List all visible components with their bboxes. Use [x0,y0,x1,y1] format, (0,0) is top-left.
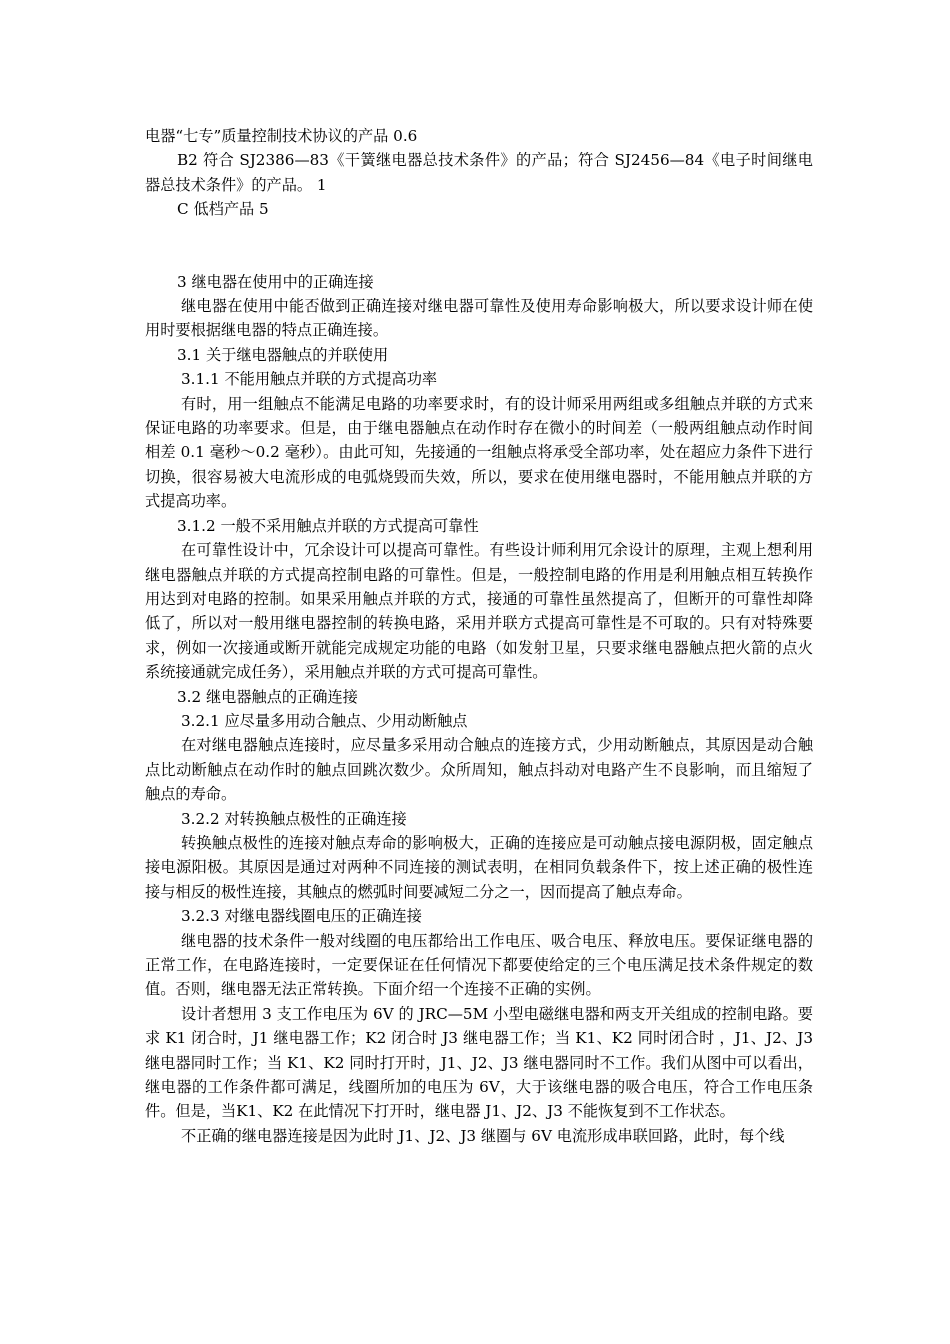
paragraph: 转换触点极性的连接对触点寿命的影响极大，正确的连接应是可动触点接电源阴极，固定触点接电源阳极。其原因是通过对两种不同连接的测试表明，在相同负载条件下，按上述正确的极性连接与相反的极性连接，其触点的燃弧时间要减短二分之一，因而提高了触点寿命。 [145,833,813,901]
section-heading: 3.1.2 一般不采用触点并联的方式提高可靠性 [177,516,479,535]
paragraph: 设计者想用 3 支工作电压为 6V 的 JRC—5M 小型电磁继电器和两支开关组成的控制电路。要求 K1 闭合时，J1 继电器工作；K2 闭合时 J3 继电器工作；当 K1、K2 同时闭合时 ，J1、J2、J3 继电器同时工作；当 K1、K2 同时打开时，J1、J2、J3 继电器同时不工作。我们从图中可以看出，继电器的工作条件都可满足，线圈所加的电压为 6V，大于该继电器的吸合电压，符合工作电压条件。但是，当K1、K2 在此情况下打开时，继电器 J1、J2、J3 不能恢复到不工作状态。 [145,1004,813,1121]
paragraph: 在可靠性设计中，冗余设计可以提高可靠性。有些设计师利用冗余设计的原理，主观上想利用继电器触点并联的方式提高控制电路的可靠性。但是，一般控制电路的作用是利用触点相互转换作用达到对电路的控制。如果采用触点并联的方式，接通的可靠性虽然提高了，但断开的可靠性却降低了，所以对一般用继电器控制的转换电路，采用并联方式提高可靠性是不可取的。只有对特殊要求，例如一次接通或断开就能完成规定功能的电路（如发射卫星，只要求继电器触点把火箭的点火系统接通就完成任务），采用触点并联的方式可提高可靠性。 [145,541,813,682]
paragraph: 有时，用一组触点不能满足电路的功率要求时，有的设计师采用两组或多组触点并联的方式来保证电路的功率要求。但是，由于继电器触点在动作时存在微小的时间差（一般两组触点动作时间相差 0.1 毫秒～0.2 毫秒）。由此可知，先接通的一组触点将承受全部功率，处在超应力条件下进行切换，很容易被大电流形成的电弧烧毁而失效，所以，要求在使用继电器时，不能用触点并联的方式提高功率。 [145,394,813,511]
paragraph: 不正确的继电器连接是因为此时 J1、J2、J3 继圈与 6V 电流形成串联回路，此时，每个线 [181,1126,785,1145]
section-heading: 3.2.1 应尽量多用动合触点、少用动断触点 [181,711,468,730]
paragraph: 继电器的技术条件一般对线圈的电压都给出工作电压、吸合电压、释放电压。要保证继电器的正常工作，在电路连接时，一定要保证在任何情况下都要使给定的三个电压满足技术条件规定的数值。否则，继电器无法正常转换。下面介绍一个连接不正确的实例。 [145,931,813,999]
paragraph: C 低档产品 5 [177,200,269,219]
paragraph: 电器“七专”质量控制技术协议的产品 0.6 [145,127,418,145]
paragraph: 继电器在使用中能否做到正确连接对继电器可靠性及使用寿命影响极大，所以要求设计师在使用时要根据继电器的特点正确连接。 [145,297,813,340]
section-heading: 3.2 继电器触点的正确连接 [177,687,358,706]
spacer [145,222,813,270]
section-heading: 3 继电器在使用中的正确连接 [177,272,374,291]
paragraph: B2 符合 SJ2386—83《干簧继电器总技术条件》的产品；符合 SJ2456—84《电子时间继电器总技术条件》的产品。 1 [145,151,813,194]
section-heading: 3.1 关于继电器触点的并联使用 [177,345,389,364]
document-page [145,124,813,1148]
section-heading: 3.2.3 对继电器线圈电压的正确连接 [181,907,422,926]
paragraph: 在对继电器触点连接时，应尽量多采用动合触点的连接方式，少用动断触点，其原因是动合触点比动断触点在动作时的触点回跳次数少。众所周知，触点抖动对电路产生不良影响，而且缩短了触点的寿命。 [145,736,813,804]
section-heading: 3.1.1 不能用触点并联的方式提高功率 [181,370,438,389]
section-heading: 3.2.2 对转换触点极性的正确连接 [181,809,407,828]
